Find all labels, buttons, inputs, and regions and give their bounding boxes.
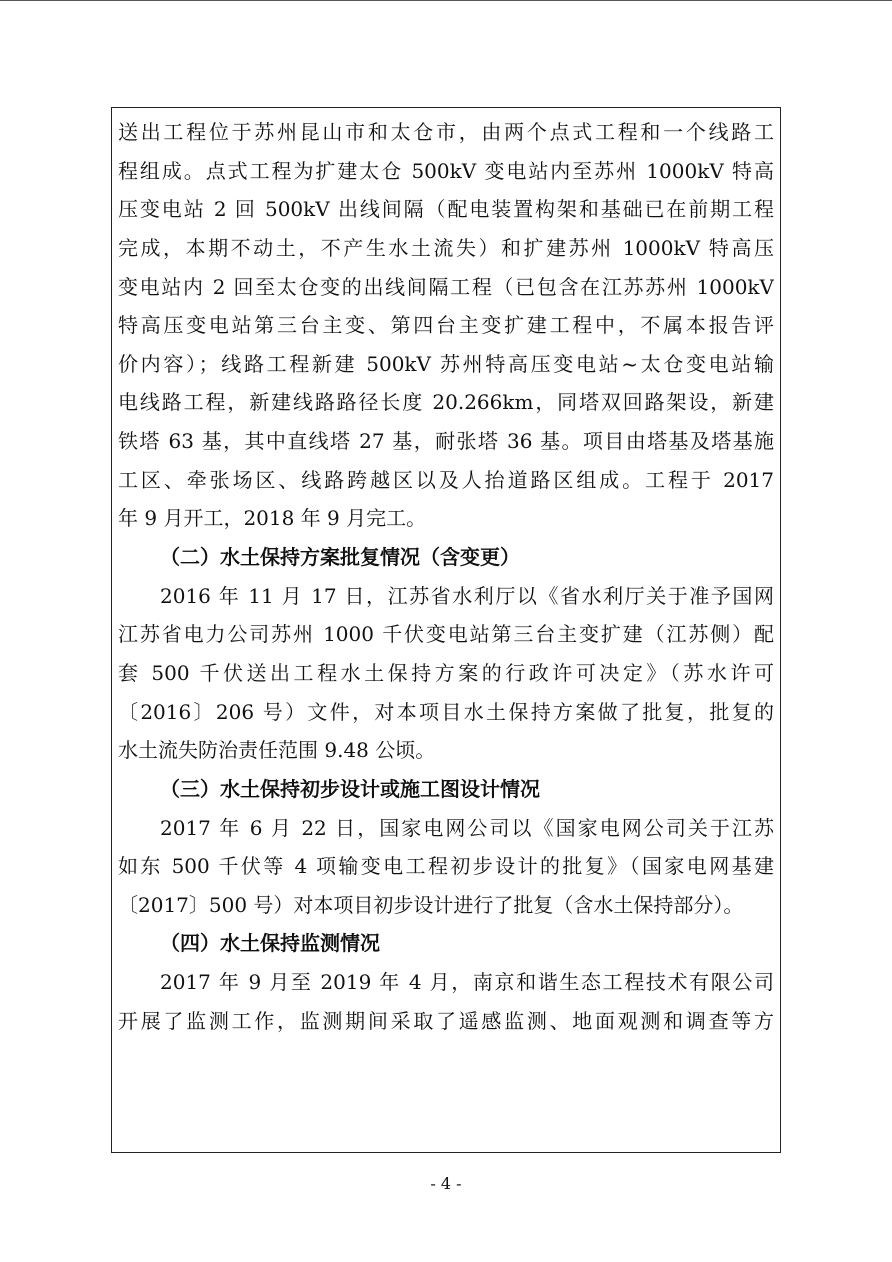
paragraph-line: 年 9 月开工，2018 年 9 月完工。 [118,506,427,531]
section-heading: （三）水土保持初步设计或施工图设计情况 [160,776,540,801]
paragraph-line: 铁塔 63 基，其中直线塔 27 基，耐张塔 36 基。项目由塔基及塔基施 [118,429,774,454]
paragraph-line: 2016 年 11 月 17 日，江苏省水利厅以《省水利厅关于准予国网 [160,583,774,608]
paragraph-line: 电线路工程，新建线路路径长度 20.266km，同塔双回路架设，新建 [118,390,774,415]
section-heading: （二）水土保持方案批复情况（含变更） [160,545,520,570]
paragraph-line: 变电站内 2 回至太仓变的出线间隔工程（已包含在江苏苏州 1000kV [118,274,774,299]
paragraph-line: 水土流失防治责任范围 9.48 公顷。 [118,738,436,763]
paragraph-line: 压变电站 2 回 500kV 出线间隔（配电装置构架和基础已在前期工程 [118,197,774,222]
section-heading: （四）水土保持监测情况 [160,931,380,956]
paragraph-line: 价内容）；线路工程新建 500kV 苏州特高压变电站~太仓变电站输 [118,351,774,376]
paragraph-line: 2017 年 6 月 22 日，国家电网公司以《国家电网公司关于江苏 [160,815,774,840]
paragraph-line: 送出工程位于苏州昆山市和太仓市，由两个点式工程和一个线路工 [118,120,774,144]
paragraph-line: 2017 年 9 月至 2019 年 4 月，南京和谐生态工程技术有限公司 [160,970,774,995]
paragraph-line: 特高压变电站第三台主变、第四台主变扩建工程中，不属本报告评 [118,313,774,338]
paragraph-line: 江苏省电力公司苏州 1000 千伏变电站第三台主变扩建（江苏侧）配 [118,622,774,647]
paragraph-line: 开展了监测工作，监测期间采取了遥感监测、地面观测和调查等方 [118,1008,774,1033]
top-rule [0,0,892,1]
paragraph-line: 套 500 千伏送出工程水土保持方案的行政许可决定》（苏水许可 [118,660,774,685]
paragraph-line: 完成，本期不动土，不产生水土流失）和扩建苏州 1000kV 特高压 [118,235,774,260]
paragraph-line: 〔2016〕206 号）文件，对本项目水土保持方案做了批复，批复的 [118,699,774,724]
paragraph-line: 如东 500 千伏等 4 项输变电工程初步设计的批复》（国家电网基建 [118,854,774,879]
paragraph-line: 工区、牵张场区、线路跨越区以及人抬道路区组成。工程于 2017 [118,467,774,492]
paragraph-line: 程组成。点式工程为扩建太仓 500kV 变电站内至苏州 1000kV 特高 [118,158,774,183]
page-number: - 4 - [430,1174,462,1193]
paragraph-line: 〔2017〕500 号）对本项目初步设计进行了批复（含水土保持部分）。 [118,892,744,917]
document-body [118,113,774,1040]
